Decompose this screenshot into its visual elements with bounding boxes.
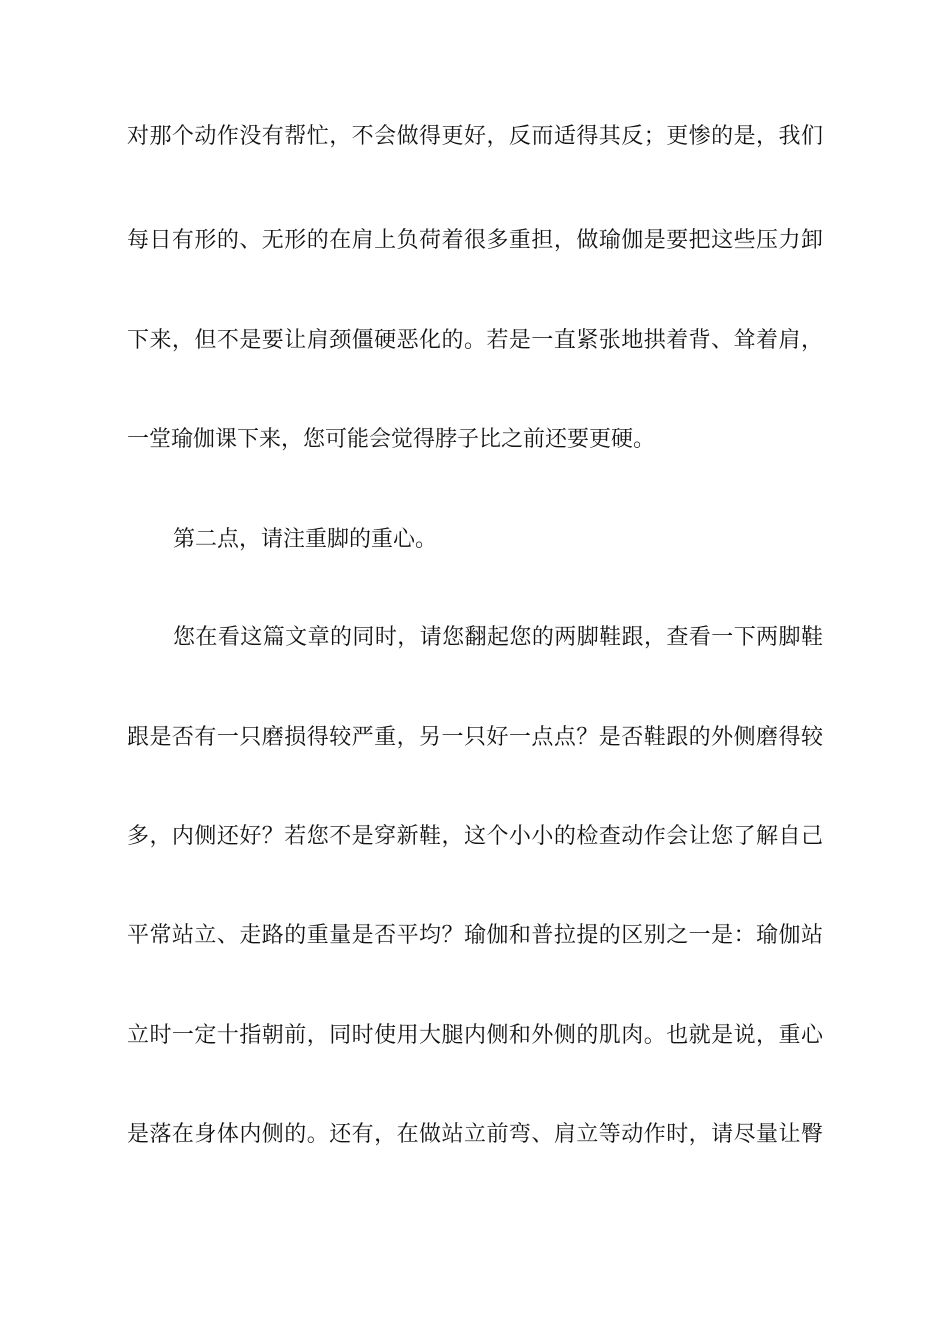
paragraph-line: 下来，但不是要让肩颈僵硬恶化的。若是一直紧张地拱着背、耸着肩， (127, 328, 823, 353)
paragraph-line: 平常站立、走路的重量是否平均？瑜伽和普拉提的区别之一是：瑜伽站 (127, 923, 823, 948)
paragraph-line: 立时一定十指朝前，同时使用大腿内侧和外侧的肌肉。也就是说，重心 (127, 1023, 823, 1048)
paragraph-line: 每日有形的、无形的在肩上负荷着很多重担，做瑜伽是要把这些压力卸 (127, 228, 823, 253)
paragraph-line: 跟是否有一只磨损得较严重，另一只好一点点？是否鞋跟的外侧磨得较 (127, 725, 823, 750)
paragraph-line: 多，内侧还好？若您不是穿新鞋，这个小小的检查动作会让您了解自己 (127, 824, 823, 849)
paragraph-line: 对那个动作没有帮忙，不会做得更好，反而适得其反；更惨的是，我们 (127, 124, 823, 149)
paragraph-line: 一堂瑜伽课下来，您可能会觉得脖子比之前还要更硬。 (127, 427, 656, 452)
paragraph-line: 是落在身体内侧的。还有，在做站立前弯、肩立等动作时，请尽量让臀 (127, 1122, 823, 1147)
paragraph-line: 您在看这篇文章的同时，请您翻起您的两脚鞋跟，查看一下两脚鞋 (173, 625, 823, 650)
section-heading: 第二点，请注重脚的重心。 (173, 527, 438, 552)
